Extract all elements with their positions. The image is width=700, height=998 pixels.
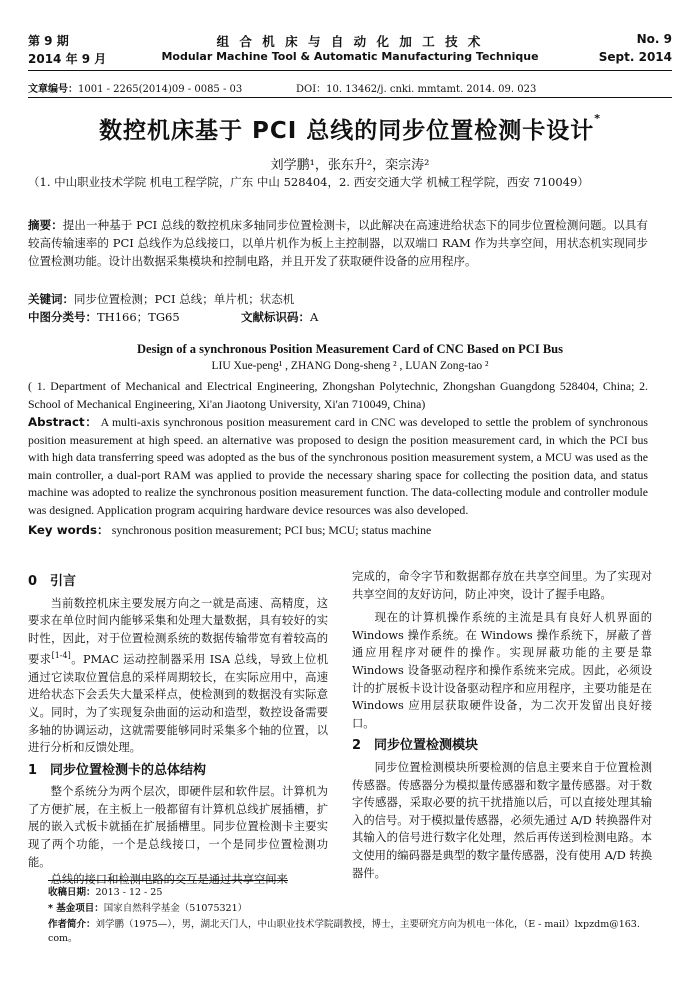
doc-code-label: 文献标识码： bbox=[240, 310, 310, 324]
classification bbox=[28, 308, 648, 326]
abstract-cn bbox=[28, 216, 648, 270]
journal-page bbox=[28, 0, 672, 998]
keywords-cn bbox=[28, 290, 648, 308]
right-paragraph-continued: 完成的，命令字节和数据都存放在共享空间里。为了实现对共享空间的友好访问，防止冲突，设计了握手电路。 bbox=[352, 570, 652, 601]
article-number-value: 1001 - 2265(2014)09 - 0085 - 03 bbox=[78, 84, 243, 95]
section-0-number: 0 bbox=[28, 574, 38, 589]
section-0-title: 引言 bbox=[50, 574, 77, 589]
date-en: Sept. 2014 bbox=[598, 50, 672, 64]
abstract-en bbox=[28, 414, 648, 520]
issue-en: No. 9 bbox=[636, 32, 672, 46]
section-1-number: 1 bbox=[28, 762, 38, 778]
header-rule bbox=[28, 70, 672, 71]
keywords-en bbox=[28, 522, 648, 540]
abstract-en-text: A multi-axis synchronous position measurement card in CNC was developed to settle the problem of synchronous position measurement at high speed. an alternative was proposed to design the position measurement card, in which the PCI bus with high data transferring speed was adopted as the bus of the synchronous position measurement system, a MCU was used as the main controller, a dual-port RAM was applied to provide the necessary sharing space for collecting the position data, and status machine was adopted to realize the synchronous position measurement function. The data-collecting module and controller module was designed. Application program acquiring hardware device resources was also developed. bbox=[28, 415, 648, 517]
section-0-paragraph bbox=[28, 595, 328, 757]
bio-label: 作者简介： bbox=[48, 919, 96, 930]
right-paragraph-windows: 现在的计算机操作系统的主流是具有良好人机界面的 Windows 操作系统。在 Windows 操作系统下，屏蔽了普通应用程序对硬件的操作。实现屏蔽功能的主要是靠 Windows 设备驱动程序和操作系统来完成。因此，必须设计的扩展板卡设计设备驱动程序和应用程序，主要功能是在 Windows 应用层获取硬件设备，为二次开发留出良好接口。 bbox=[352, 611, 652, 730]
clc-label: 中图分类号： bbox=[28, 310, 97, 324]
left-column bbox=[28, 568, 328, 889]
fund-text: 国家自然科学基金（51075321） bbox=[103, 903, 248, 914]
affiliation-en: ( 1. Department of Mechanical and Electrical Engineering, Zhongshan Polytechnic, Zhongshan Guangdong 528404, China; 2. School of Mechanical Engineering, Xi'an Jiaotong University, Xi'an 710049, China) bbox=[28, 379, 648, 411]
authors-en: LIU Xue-peng¹ , ZHANG Dong-sheng ² , LUAN Zong-tao ² bbox=[211, 360, 489, 372]
footnote-received bbox=[48, 886, 668, 900]
clc-value: TH166；TG65 bbox=[97, 310, 180, 324]
article-number-label: 文章编号： bbox=[28, 84, 78, 95]
footnote-rule bbox=[48, 880, 288, 881]
section-0-text-b: 。PMAC 运动控制器采用 ISA 总线，导致上位机通过它读取位置信息的采样周期较长，在实际应用中，高速进给状态下会丢失大量采样点，使检测到的数据没有实际意义。同时，为了实现复杂曲面的运动和造型，数控设备需要多轴的协调运动，这就需要能够同时采集多个轴的位置，以进行分析和反馈处理。 bbox=[28, 653, 328, 755]
citation-ref: [1-4] bbox=[51, 651, 71, 661]
section-1-heading bbox=[28, 762, 328, 780]
paper-title-cn bbox=[28, 112, 672, 145]
section-1-paragraph-2: 总线的接口和检测电路的交互是通过共享空间来 bbox=[50, 873, 288, 887]
paper-title-en: Design of a synchronous Position Measurement Card of CNC Based on PCI Bus bbox=[137, 342, 563, 356]
keywords-cn-text: 同步位置检测；PCI 总线；单片机；状态机 bbox=[74, 292, 295, 306]
doi: DOI：10. 13462/j. cnki. mmtamt. 2014. 09. 023 bbox=[296, 84, 537, 95]
abstract-en-label: Abstract： bbox=[28, 415, 98, 429]
doc-code-value: A bbox=[309, 310, 319, 324]
keywords-en-text: synchronous position measurement; PCI bus; MCU; status machine bbox=[111, 523, 432, 537]
received-date: 2013 - 12 - 25 bbox=[95, 887, 163, 898]
abstract-cn-text: 提出一种基于 PCI 总线的数控机床多轴同步位置检测卡，以此解决在高速进给状态下的同步位置检测问题。以具有较高传输速率的 PCI 总线作为总线接口，以单片机作为板上主控制器，以双端口 RAM 作为共享空间，用状态机实现同步位置检测功能。设计出数据采集模块和控制电路，并且开发了获取硬件设备的应用程序。 bbox=[28, 218, 648, 268]
issue-cn: 第 9 期 bbox=[28, 34, 69, 48]
article-number bbox=[28, 80, 242, 95]
journal-name-en: Modular Machine Tool & Automatic Manufacturing Technique bbox=[161, 50, 539, 63]
authors-cn: 刘学鹏¹，张东升²，栾宗涛² bbox=[270, 158, 430, 173]
right-column bbox=[352, 568, 652, 882]
received-label: 收稿日期： bbox=[48, 887, 96, 898]
abstract-cn-label: 摘要： bbox=[28, 218, 63, 232]
keywords-cn-label: 关键词： bbox=[28, 292, 74, 306]
section-1-paragraph-1: 整个系统分为两个层次，即硬件层和软件层。计算机为了方便扩展，在主板上一般都留有计算机总线扩展插槽，扩展的嵌入式板卡就插在扩展插槽里。同步位置检测卡主要实现了两个功能，一个是总线接口，一个是同步位置检测功能。 bbox=[28, 785, 328, 869]
section-2-heading bbox=[352, 737, 652, 755]
title-text: 数控机床基于 PCI 总线的同步位置检测卡设计 bbox=[98, 118, 595, 144]
running-header bbox=[28, 32, 672, 68]
section-0-heading bbox=[28, 573, 328, 591]
section-0-text-a: 当前数控机床主要发展方向之一就是高速、高精度，这要求在单位时间内能够采集和处理大量数据，具有较好的实时性，因此，对于位置检测系统的数据传输带宽有着较高的要求 bbox=[28, 596, 328, 667]
date-cn: 2014 年 9 月 bbox=[28, 52, 107, 66]
bio-text: 刘学鹏（1975—），男，湖北天门人，中山职业技术学院副教授，博士，主要研究方向为机电一体化，（E - mail）lxpzdm@163. com。 bbox=[48, 919, 640, 944]
meta-rule bbox=[28, 97, 672, 98]
section-2-number: 2 bbox=[352, 738, 362, 754]
footnote-fund bbox=[48, 902, 668, 916]
section-2-paragraph: 同步位置检测模块所要检测的信息主要来自于位置检测传感器。传感器分为模拟量传感器和数字量传感器。对于数字传感器，采取必要的抗干扰措施以后，可以直接处理其输入的信号。对于模拟量传感器，必须先通过 A/D 转换器件对其输入的信号进行数字化处理，然后再传送到检测电路。本文使用的编码器是典型的数字量传感器，没有使用 A/D 转换器件。 bbox=[352, 760, 652, 880]
section-2-title: 同步位置检测模块 bbox=[374, 738, 479, 754]
keywords-en-label: Key words： bbox=[28, 523, 109, 537]
section-1-title: 同步位置检测卡的总体结构 bbox=[50, 762, 207, 778]
affiliation-cn: （1. 中山职业技术学院 机电工程学院，广东 中山 528404，2. 西安交通大学 机械工程学院，西安 710049） bbox=[28, 175, 589, 189]
title-footnote-mark: * bbox=[594, 112, 602, 125]
journal-name-cn: 组 合 机 床 与 自 动 化 加 工 技 术 bbox=[216, 34, 484, 49]
fund-label: * 基金项目： bbox=[48, 903, 104, 914]
footnote-bio bbox=[48, 918, 668, 946]
